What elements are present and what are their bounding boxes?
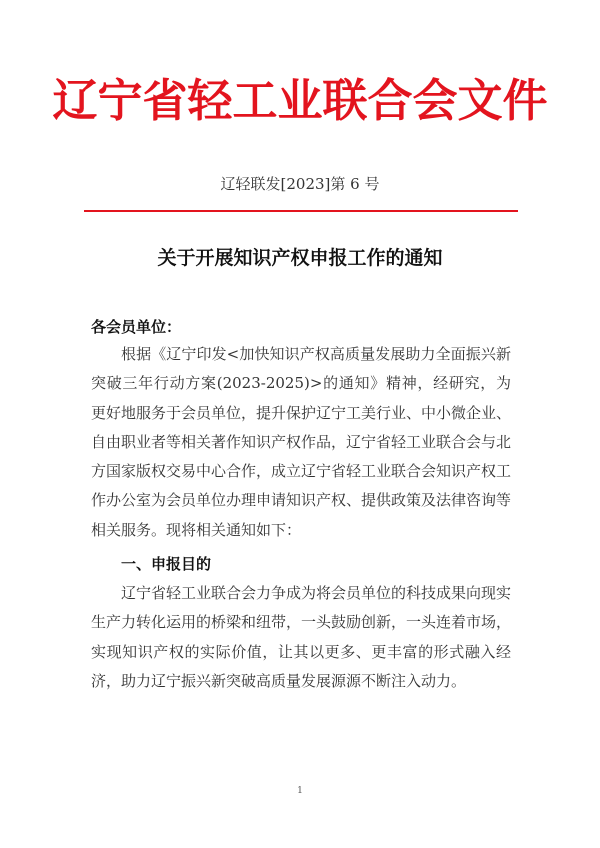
document-header-title: 辽宁省轻工业联合会文件 (52, 74, 548, 127)
notice-title: 关于开展知识产权申报工作的通知 (157, 247, 443, 269)
header-divider (84, 210, 518, 212)
document-number: 辽轻联发[2023]第 6 号 (220, 175, 380, 193)
body-paragraph-intro: 根据《辽宁印发<加快知识产权高质量发展助力全面振兴新突破三年行动方案(2023-2025)>的通知》精神，经研究，为更好地服务于会员单位，提升保护辽宁工美行业、中小微企业、自由职业者等相关著作知识产权作品，辽宁省轻工业联合会与北方国家版权交易中心合作，成立辽宁省轻工业联合会知识产权工作办公室为会员单位办理申请知识产权、提供政策及法律咨询等相关服务。现将相关通知如下： (91, 345, 512, 539)
body-paragraph-purpose: 辽宁省轻工业联合会力争成为将会员单位的科技成果向现实生产力转化运用的桥梁和纽带，一头鼓励创新，一头连着市场，实现知识产权的实际价值，让其以更多、更丰富的形式融入经济，助力辽宁振兴新突破高质量发展源源不断注入动力。 (91, 584, 512, 690)
section-heading-purpose: 一、申报目的 (121, 555, 212, 573)
salutation: 各会员单位： (91, 318, 182, 336)
page-number: 1 (297, 786, 303, 796)
